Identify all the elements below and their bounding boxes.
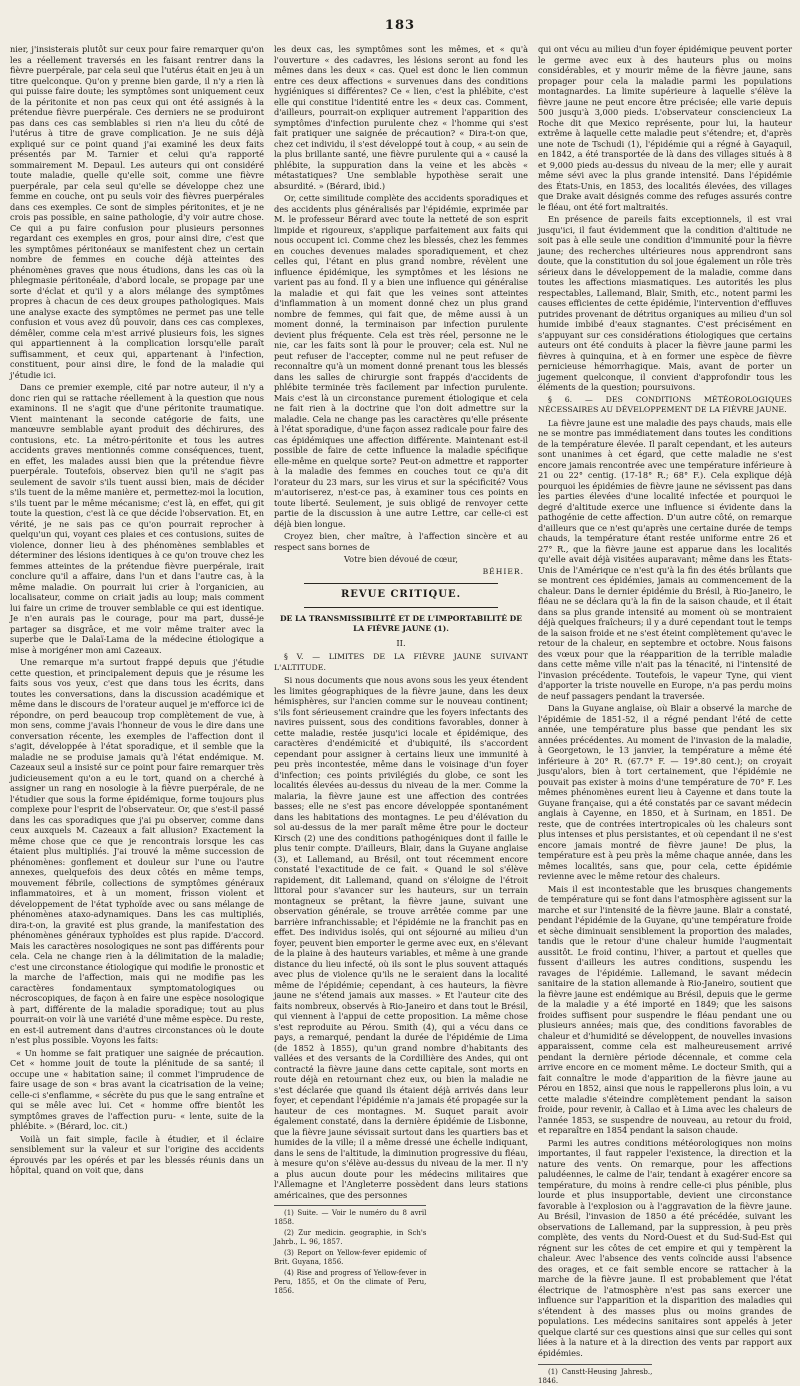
- letter-signoff: Votre bien dévoué de cœur,: [344, 554, 458, 564]
- section-divider: [304, 583, 498, 584]
- subsection-heading: § V. — LIMITES DE LA FIÈVRE JAUNE SUIVANT L'ALTITUDE.: [274, 652, 528, 672]
- paragraph: Parmi les autres conditions météorologiques non moins importantes, il faut rappeler l'existence, la direction et la nature des vents. On remarque, pour les affections paludéennes, le calme de l'air, tendant à exagérer encore sa température, du moins à rendre celle-ci plus pénible, plus lourde et plus insupportable, devient une circonstance favorable à l'explosion ou à l'aggravation de la fièvre jaune. Au Brésil, l'invasion de 1850 a été précédée, suivant les observations de Lallemand, par la suppression, à peu près complète, des vents du Nord-Ouest et du Sud-Sud-Est qui régnent sur les côtes de cet empire et qui y tempèrent la chaleur. Avec l'absence des vents coïncide aussi l'absence des orages, et ce fait semble encore se rattacher à la marche de la fièvre jaune. Il est probablement que l'état électrique de l'atmosphère n'est pas sans exercer une influence sur l'apparition et la disparition des maladies qui s'étendent à des masses plus ou moins grandes de populations. Les médecins sanitaires sont appelés à jeter quelque clarté sur ces questions ainsi que sur celles qui sont liées à la nature et à la direction des vents par rapport aux épidémies.: [538, 1137, 792, 1358]
- page-number: 183: [384, 18, 416, 33]
- paragraph: Dans la Guyane anglaise, où Blair a observé la marche de l'épidémie de 1851-52, il a régné pendant l'été de cette année, une température plus basse que pendant les six années précédentes. Au moment de l'invasion de la maladie, à Georgetown, le 13 janvier, la température a même été inférieure à 20° R. (67.7° F. — 19°.80 cent.); on croyait jusqu'alors, bien à tort certainement, que l'épidémie ne pouvait pas exister à moins d'une température de 70° F. Les mêmes phénomènes eurent lieu à Cayenne et dans toute la Guyane française, qui a été constatés par ce savant médecin anglais à Cayenne, en 1850, et à Surinam, en 1851. De reste, que de contrées intertropicales où les chaleurs sont plus intenses et plus persistantes, et où cependant il ne s'est encore jamais montré de fièvre jaune! De plus, la température est à peu près la même chaque année, dans les mêmes localités, sans que, pour cela, cette épidémie revienne avec le même retour des chaleurs.: [538, 703, 792, 881]
- letter-signature: BÉHIER.: [482, 566, 524, 576]
- paragraph: Une remarque m'a surtout frappé depuis que j'étudie cette question, et principalement depuis que je résume les faits sous vos yeux, c'est que dans tous les écrits, dans toutes les conversations, dans la discussion académique et même dans le discours de l'orateur auquel je m'efforce ici de répondre, on perd beaucoup trop complètement de vue, à mon sens, comme j'avais l'honneur de vous le dire dans une conversation récente, les exemples de l'affection dont il s'agit, développée à l'état sporadique, et il semble que la maladie ne se produise jamais qu'à l'état endémique. M. Cazeaux seul a insisté sur ce point pour faire remarquer très judicieusement qu'on a eu le tort, quand on a cherché à assigner un rang en nosologie à la fièvre puerpérale, de ne l'étudier que sous la forme épidémique, forme toujours plus complexe pour l'esprit de l'observateur. Or, que s'est-il passé dans les cas sporadiques que j'ai pu observer, comme dans ceux auxquels M. Cazeaux a fait allusion? Exactement la même chose que ce que je rencontrais lorsque les cas étaient plus multipliés. J'ai trouvé la même succession de phénomènes: gonflement et douleur sur l'une ou l'autre annexes, quelquefois des deux côtés en même temps, mouvement fébrile, collections de symptômes généraux inflammatoires, et à un moment, frisson violent et développement de l'état typhoïde avec ou sans mélange de phénomènes ataxo-adynamiques. Dans les cas multipliés, dira-t-on, la gravité est plus grande, la manifestation des phénomènes généraux typhoïdes est plus rapide. D'accord. Mais les caractères nosologiques ne sont pas différents pour cela. Cela ne change rien à la délimitation de la maladie; c'est une circonstance étiologique qui modifie le pronostic et la marche de l'affection, mais qui ne modifie pas les caractères fondamentaux symptomatologiques ou nécroscopiques, de façon à en faire une espèce nosologique à part, différente de la maladie sporadique; tout au plus pourrait-on voir là une variété d'une même espèce. Du reste, en est-il autrement dans d'autres circonstances où le doute n'est plus possible. Voyons les faits:: [10, 657, 264, 1045]
- paragraph: Or, cette similitude complète des accidents sporadiques et des accidents plus généralisés par l'épidémie, exprimée par M. le professeur Bérard avec toute la netteté de son esprit limpide et rigoureux, s'applique parfaitement aux faits qui nous occupent ici. Comme chez les blessés, chez les femmes en couches devenues malades sporadiquement, et chez celles qui, l'étant en plus grand nombre, révèlent une influence épidémique, les symptômes et les lésions ne varient pas au fond. Il y a bien une influence qui généralise la maladie et qui fait que les veines sont atteintes d'inflammation à un moment donné chez un plus grand nombre de femmes, qui fait que, de même aussi à un moment donné, la terminaison par infection purulente devient plus fréquente. Cela est très réel, personne ne le nie, car les faits sont là pour le prouver; cela est. Nul ne peut refuser de l'accepter, comme nul ne peut refuser de reconnaître qu'à un moment donné prenant tous les blessés dans les salles de chirurgie sont frappés d'accidents de phlébite terminée très facilement par infection purulente. Mais c'est là un circonstance purement étiologique et cela ne fait rien à la doctrine que l'on doit admettre sur la maladie. Cela ne change pas les caractères qu'elle présente à l'état sporadique, d'une façon assez radicale pour faire des cas épidémiques une affection différente. Maintenant est-il possible de faire de cette influence la maladie spécifique elle-même en quelque sorte? Peut-on admettre et rapporter à la maladie des femmes en couches tout ce qu'a dit l'orateur du 23 mars, sur les virus et sur la spécificité? Vous m'autoriserez, n'est-ce pas, à examiner tous ces points en toute liberté. Seulement, je suis obligé de renvoyer cette partie de la discussion à une autre Lettre, car celle-ci est déjà bien longue.: [274, 193, 528, 529]
- footnote: (2) Zur medicin. geographie, in Sch's Jahrb., L. 96, 1857.: [274, 1229, 427, 1246]
- column-middle: [274, 44, 528, 1295]
- footnote: (1) Suite. — Voir le numéro du 8 avril 1858.: [274, 1209, 427, 1226]
- section-title: REVUE CRITIQUE.: [340, 589, 462, 600]
- article-title: DE LA TRANSMISSIBILITÉ ET DE L'IMPORTABILITÉ DE LA FIÈVRE JAUNE (1).: [279, 613, 523, 633]
- subsection-heading: § 6. — DES CONDITIONS MÉTÉOROLOGIQUES NÉCESSAIRES AU DÉVELOPPEMENT DE LA FIÈVRE JAUNE.: [538, 394, 792, 414]
- paragraph: En présence de pareils faits exceptionnels, il est vrai jusqu'ici, il faut évidemment que la condition d'altitude ne soit pas à elle seule une condition d'immunité pour la fièvre jaune; des recherches ultérieures nous apprendront sans doute, que la constitution du sol joue également un rôle très sérieux dans le développement de la maladie, comme dans toutes les affections miasmatiques. Les autorités les plus respectables, Lallemand, Blair, Smith, etc., notent parmi les causes efficientes de cette épidémie, l'intervention d'effluves putrides provenant de détritus organiques au milieu d'un sol humide imbibé d'eaux stagnantes. C'est précisément en s'appuyant sur ces considérations étiologiques que certains auteurs ont été conduits à placer la fièvre jaune parmi les fièvres à quinquina, et à en former une espèce de fièvre pernicieuse hémorrhagique. Mais, avant de porter un jugement quelconque, il convient d'approfondir tous les éléments de la question; poursuivons.: [538, 214, 792, 392]
- paragraph: Dans ce premier exemple, cité par notre auteur, il n'y a donc rien qui se rattache réellement à la question que nous examinons. Il ne s'agit que d'une péritonite traumatique. Vient maintenant la seconde catégorie de faits, une manœuvre semblable ayant produit des déchirures, des contusions, etc. La métro-péritonite et tous les autres accidents graves mentionnés comme conséquences, tuent, en effet, les malades aussi bien que la prétendue fièvre puerpérale. Toutefois, observez bien qu'il ne s'agit pas seulement de savoir s'ils tuent aussi bien, mais de décider s'ils tuent de la même manière et, permettez-moi la locution, s'ils tuent par le même mécanisme; c'est là, en effet, qui git toute la question, c'est là ce que décide l'observation. Et, en vérité, je ne sais pas ce qu'on pourrait reprocher à quelqu'un qui, voyant ces plaies et ces contusions, suites de violence, donner lieu à des phénomènes semblables et déterminer des lésions identiques à ce qu'on trouve chez les femmes atteintes de la prétendue fièvre puerpérale, irait conclure qu'il a affaire, dans l'un et dans l'autre cas, à la même maladie. On pourrait lui crier à l'organicien, au localisateur, comme on criait jadis au loup; mais comment lui faire un crime de trouver semblable ce qui est identique. Je n'en aurais pas le courage, pour ma part, dussé-je partager sa disgrâce, et me voir même traiter avec la superbe que le Dalaï-Lama de la médecine étiologique a mise à morigéner mon ami Cazeaux.: [10, 382, 264, 655]
- footnote: (1) Canstt-Heusing Jahresb., 1846.: [538, 1368, 653, 1385]
- footnotes: [538, 1364, 652, 1386]
- column-right: [538, 44, 792, 1385]
- paragraph: Croyez bien, cher maître, à l'affection sincère et au respect sans bornes de: [274, 531, 528, 552]
- paragraph: Voilà un fait simple, facile à étudier, et il éclaire sensiblement sur la valeur et sur l'origine des accidents éprouvés par les opérés et par les blessés réunis dans un hôpital, quand on voit que, dans: [10, 1133, 264, 1175]
- section-divider: [304, 607, 498, 608]
- paragraph: Mais il est incontestable que les brusques changements de température qui se font dans l'atmosphère agissent sur la marche et sur l'intensité de la fièvre jaune. Blair a constaté, pendant l'épidémie de la Guyane, qu'une température froide et sèche diminuait sensiblement la proportion des malades, tandis que le retour d'une chaleur humide l'augmentait aussitôt. Le froid continu, l'hiver, a partout et quelles que fussent d'ailleurs les autres conditions, suspendu les ravages de l'épidémie. Lallemand, le savant médecin sanitaire de la station allemande à Rio-Janeiro, soutient que la fièvre jaune est endémique au Brésil, depuis que le germe de la maladie y a été importé en 1849; que les saisons froides suffisent pour suspendre le fléau pendant une ou plusieurs années; mais que, des conditions favorables de chaleur et d'humidité se développent, de nouvelles invasions apparaissent, comme cela est malheureusement arrivé pendant la dernière période décennale, et comme cela arrive encore en ce moment même. Le docteur Smith, qui a fait connaître le mode d'apparition de la fièvre jaune au Pérou en 1852, ainsi que nous le rappellerons plus loin, a vu cette maladie s'éteindre complètement pendant la saison froide, pour revenir, à Callao et à Lima avec les chaleurs de l'année 1853, se suspendre de nouveau, au retour du froid, et reparaître en 1854 pendant la saison chaude.: [538, 883, 792, 1135]
- paragraph: nier, j'insisterais plutôt sur ceux pour faire remarquer qu'on les a réellement traversés en les faisant rentrer dans la fièvre puerpérale, par cela seul que l'utérus était en jeu à un titre quelconque. Qu'on y prenne bien garde, il n'y a rien là qui puisse faire doute; les symptômes sont uniquement ceux de la péritonite et non pas ceux qui ont été assignés à la prétendue fièvre puerpérale. Ces derniers ne se produiront pas dans ces cas semblables si rien n'a lieu du côté de l'utérus à titre de grave complication. Je ne suis déjà expliqué sur ce point quand j'ai examiné les deux faits présentés par M. Tarnier et celui qu'a rapporté sommairement M. Depaul. Les auteurs qui ont considéré toute maladie, quelle qu'elle soit, comme une fièvre puerpérale, par cela seul qu'elle se développe chez une femme en couche, ont pu seuls voir des fièvres puerpérales dans ces exemples. Ce sont de simples péritonites, et je ne crois pas possible, en saine pathologie, d'y voir autre chose. Ce qui a pu faire confusion pour plusieurs personnes regardant ces exemples en gros, pour ainsi dire, c'est que les symptômes péritonéaux se manifestent chez un certain nombre de femmes en couche déjà atteintes des phénomènes graves que nous étudions, dans les cas où la phlegmasie péritonéale, d'abord locale, se propage par une sorte d'éclat et qu'il y a alors mélange des symptômes propres à chacun de ces deux groupes pathologiques. Mais une analyse exacte des symptômes ne permet pas une telle confusion et vous avez dû pouvoir, dans ces cas complexes, démêler, comme cela m'est arrivé plusieurs fois, les signes qui appartiennent à la complication lorsqu'elle paraît suffisamment, et ceux qui, appartenant à l'infection, constituent, pour ainsi dire, le fond de la maladie qui j'étudie ici.: [10, 44, 264, 380]
- paragraph: les deux cas, les symptômes sont les mêmes, et « qu'à l'ouverture « des cadavres, les lésions seront au fond les mêmes dans les deux « cas. Quel est donc le lien commun entre ces deux affections « survenues dans des conditions hygiéniques si différentes? Ce « lien, c'est la phlébite, c'est elle qui constitue l'identité entre les « deux cas. Comment, d'ailleurs, pourrait-on expliquer autrement l'apparition des symptômes d'infection purulente chez « l'homme qui s'est fait pratiquer une saignée de précaution? « Dira-t-on que, chez cet individu, il s'est développé tout à coup, « au sein de la plus brillante santé, une fièvre purulente qui a « causé la phlébite, la suppuration dans la veine et les abcès « métastatiques? Une semblable hypothèse serait une absurdité. » (Bérard, ibid.): [274, 44, 528, 191]
- footnote: (3) Report on Yellow-fever epidemic of Brit. Guyana, 1856.: [274, 1249, 427, 1266]
- footnote: (4) Rise and progress of Yellow-fever in Peru, 1855, et On the climate of Peru, 1856.: [274, 1269, 427, 1295]
- text-columns: [10, 44, 792, 1385]
- quotation-text: « Un homme se fait pratiquer une saignée de précaution. Cet « homme jouit de toute la plénitude de sa santé; il occupe une « habitation saine; il commet l'imprudence de faire usage de son « bras avant la cicatrisation de la veine; celle-ci s'enflamme, « sécrète du pus que le sang entraîne et qui se mêle avec lui. Cet « homme offre bientôt les symptômes graves de l'affection puru- « lente, suite de la phlébite. » (Bérard, loc. cit.): [10, 1047, 264, 1131]
- footnotes: [274, 1205, 426, 1296]
- quotation: [10, 1048, 264, 1132]
- paragraph: qui ont vécu au milieu d'un foyer épidémique peuvent porter le germe avec eux à des hauteurs plus ou moins considérables, et y mourir même de la fièvre jaune, sans propager pour cela la maladie parmi les populations montagnardes. La limite supérieure à laquelle s'élève la fièvre jaune ne peut encore être précisée; elle varie depuis 500 jusqu'à 3,000 pieds. L'observateur consciencieux La Roche dit que Mexico représente, pour lui, la hauteur extrême à laquelle cette maladie peut s'étendre; et, d'après une note de Tschudi (1), l'épidémie qui a régné à Gayaquil, en 1842, a été transportée de là dans des villages situés à 8 et 9,000 pieds au-dessus du niveau de la mer; elle y aurait même sévi avec la plus grande intensité. Dans l'épidémie des États-Unis, en 1853, des localités élevées, des villages que Drake avait désignés comme des refuges assurés contre le fléau, ont été fort maltraités.: [538, 44, 792, 212]
- article-part-number: II.: [396, 637, 406, 648]
- column-left: [10, 44, 264, 1175]
- paragraph: Si nous documents que nous avons sous les yeux étendent les limites géographiques de la fièvre jaune, dans les deux hémisphères, sur l'ancien comme sur le nouveau continent; s'ils font sérieusement craindre que les foyers infectants des navires puissent, sous des conditions favorables, donner à cette maladie, restée jusqu'ici locale et épidémique, des caractères d'endémicité et d'ubiquité, ils s'accordent cependant pour assigner à certains lieux une immunité à peu près incontestée, même dans le voisinage d'un foyer d'infection; ces points privilégiés du globe, ce sont les localités élevées au-dessus du niveau de la mer. Comme la malaria, la fièvre jaune est une affection des contrées basses; elle ne s'est pas encore développée spontanément dans les habitations des montagnes. Le peu d'élévation du sol au-dessus de la mer paraît même être pour le docteur Kirsch (2) une des conditions pathogéniques dont il faille le plus tenir compte. D'ailleurs, Blair, dans la Guyane anglaise (3), et Lallemand, au Brésil, ont tout récemment encore constaté l'exactitude de ce fait. « Quand le sol s'élève rapidement, dit Lallemand, quand on s'éloigne de l'étroit littoral pour s'avancer sur les hauteurs, sur un terrain montagneux se prêtant, la fièvre jaune, suivant une observation générale, se trouve arrêtée comme par une barrière infranchissable; et l'épidémie ne la franchit pas en effet. Des individus isolés, qui ont séjourné au milieu d'un foyer, peuvent bien emporter le germe avec eux, en s'élevant de la plaine à des hauteurs variables, et même à une grande distance du lieu infecté, où ils sont le plus souvent attaqués avec plus de violence qu'ils ne le seraient dans la localité même de l'épidémie; cependant, à ces hauteurs, la fièvre jaune ne s'étend jamais aux masses. » Et l'auteur cite des faits nombreux, observés à Rio-Janeiro et dans tout le Brésil, qui viennent à l'appui de cette proposition. La même chose s'est reproduite au Pérou. Smith (4), qui a vécu dans ce pays, a remarqué, pendant la durée de l'épidémie de Lima (de 1852 à 1855), qu'un grand nombre d'habitants des vallées et des versants de la Cordillière des Andes, qui ont contracté la fièvre jaune dans cette capitale, sont morts en route déjà en retournant chez eux, ou bien la maladie ne s'est déclarée que quand ils étaient déjà arrivés dans leur foyer, et cependant l'épidémie n'a jamais été propagée sur la hauteur de ces montagnes. M. Suquet parait avoir également constaté, dans la dernière épidémie de Lisbonne, que la fièvre jaune sévissait surtout dans les quartiers bas et humides de la ville; il a même dressé une échelle indiquant, dans le sens de l'altitude, la diminution progressive du fléau, à mesure qu'on s'élève au-dessus du niveau de la mer. Il n'y a plus aucun doute pour les médecins militaires que l'Allemagne et l'Angleterre possèdent dans leurs stations américaines, que des personnes: [274, 675, 528, 1200]
- paragraph: La fièvre jaune est une maladie des pays chauds, mais elle ne se montre pas immédiatement dans toutes les conditions de la température élevée. Il paraît cependant, et les auteurs sont unanimes à cet égard, que cette maladie ne s'est encore jamais rencontrée avec une température inférieure à 21 ou 22° centig. (17-18° R.; 68° F.). Cela explique déjà pourquoi les épidémies de fièvre jaune ne sévissent pas dans les parties élevées d'une localité infectée et pourquoi le degré d'altitude exerce une influence si évidente dans la pathogénie de cette affection. D'un autre côté, on remarque d'ailleurs que ce n'est qu'après une certaine durée de temps chauds, la température étant restée uniforme entre 26 et 27° R., que la fièvre jaune est apparue dans les localités qu'elle avait déjà visitées auparavant; même dans les États-Unis de l'Amérique ce n'est qu'à la fin des étés brûlants que se montrent ces épidémies, jamais au commencement de la chaleur. Dans le dernier épidémie du Brésil, à Rio-Janeiro, le fléau ne se déclara qu'à la fin de la saison chaude, et il était dans sa plus grande intensité au moment où se montraient déjà quelques fraîcheurs; il y a duré cependant tout le temps de la saison froide et ne s'est éteint complètement qu'avec le retour de la chaleur, en septembre et octobre. Nous faisons des vœux pour que la réapparition de la terrible maladie dans cette même ville n'ait pas la ténacité, ni l'intensité de l'invasion précédente. Toutefois, le vapeur Tyne, qui vient d'apporter la triste nouvelle en Europe, n'a pas perdu moins de neuf passagers pendant la traversée.: [538, 417, 792, 701]
